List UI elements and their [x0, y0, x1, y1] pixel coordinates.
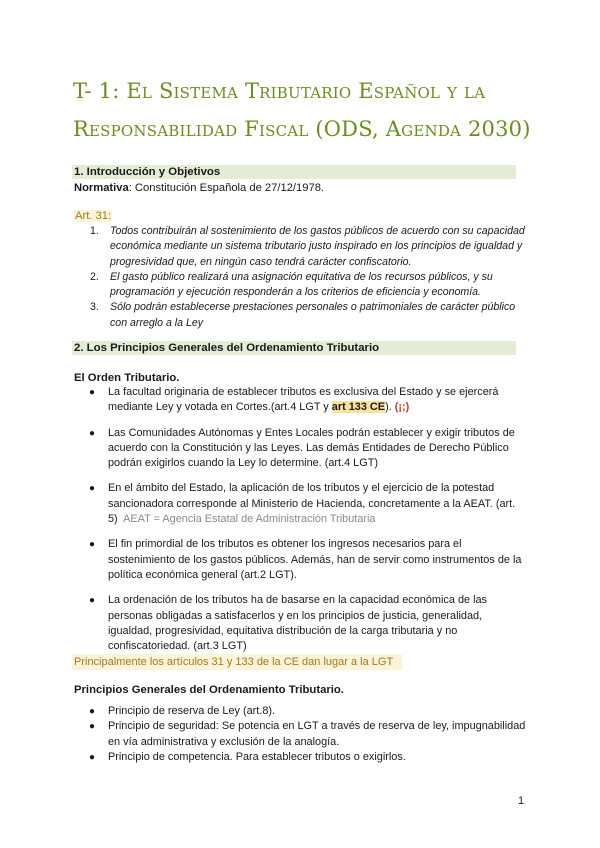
list-number: 3.	[90, 301, 99, 314]
article-label: Art. 31:	[75, 210, 112, 222]
list-item	[74, 593, 529, 654]
list-number: 1.	[90, 225, 99, 237]
orden-tributario-list	[74, 385, 529, 654]
list-item-text: Todos contribuirán al sostenimiento de los gastos públicos de acuerdo con su capacidad económica mediante un sistema tributario justo inspirado en los principios de igualdad y progresividad que, en ningún caso tendrá carácter confiscatorio.	[110, 225, 525, 268]
list-item-text: El gasto público realizará una asignación equitativa de los recursos públicos, y su programación y ejecución responderán a los criterios de eficiencia y economía.	[110, 270, 493, 299]
aeat-note: AEAT = Agencia Estatal de Administración Tributaria	[123, 513, 376, 526]
list-item-text: Principio de seguridad: Se potencia en LGT a través de reserva de ley, impugnabilidad en vía administrativa y exclusión de la analogía.	[108, 720, 526, 748]
section-heading-principles-text: 2. Los Principios Generales del Ordenamiento Tributario	[74, 342, 380, 354]
highlighted-note	[72, 654, 402, 670]
list-item-text: ).	[385, 401, 395, 414]
list-item	[74, 300, 526, 331]
list-item-text: La facultad originaria de establecer tributos es exclusiva del Estado y se ejercerá mediante Ley y votada en Cortes.(art.4 LGT y	[108, 386, 499, 414]
bullet-icon: ●	[89, 751, 96, 763]
page-number: 1	[518, 795, 525, 807]
list-item-text: Sólo podrán establecerse prestaciones personales o patrimoniales de carácter público con arreglo a la Ley	[110, 301, 516, 329]
section-heading-principles	[72, 341, 516, 355]
bullet-icon: ●	[89, 483, 96, 495]
list-item	[74, 750, 529, 765]
list-item	[74, 719, 529, 750]
bullet-icon: ●	[89, 427, 96, 439]
list-item-text: La ordenación de los tributos ha de basarse en la capacidad económica de las personas obligadas a satisfacerlos y en los principios de justicia, generalidad, igualdad, progresividad, equitativa distribución de la carga tributaria y no confiscatoriedad. (art.3 LGT)	[108, 594, 488, 653]
red-marker: (¡;)	[394, 401, 410, 414]
list-item	[74, 537, 529, 583]
list-item	[74, 481, 529, 527]
article-31-list	[74, 224, 526, 331]
list-item	[74, 426, 529, 472]
list-item-text: Principio de competencia. Para establecer tributos o exigirlos.	[108, 750, 406, 763]
highlighted-reference: art 133 CE	[331, 401, 386, 414]
bullet-icon: ●	[89, 539, 96, 551]
subheading-principios-generales: Principios Generales del Ordenamiento Tributario.	[74, 684, 344, 696]
subheading-orden-tributario: El Orden Tributario.	[74, 372, 180, 384]
list-item-text: El fin primordial de los tributos es obtener los ingresos necesarios para el sostenimiento de los gastos públicos. Además, han de servir como instrumentos de la política económica general (art.2 LGT).	[108, 538, 522, 581]
list-item-text: En el ámbito del Estado, la aplicación de los tributos y el ejercicio de la potestad sancionadora corresponde al Ministerio de Hacienda, concretamente a la AEAT. (art. 5)	[108, 482, 516, 526]
list-item-text: Las Comunidades Autónomas y Entes Locales podrán establecer y exigir tributos de acuerdo con la Constitución y las Leyes. Las demás Entidades de Derecho Público podrán exigirlos cuando la Ley lo determine. (art.4 LGT)	[108, 426, 515, 470]
bullet-icon: ●	[89, 706, 96, 717]
document-title: T- 1: El Sistema Tributario Español y la Responsabilidad Fiscal (ODS, Agenda 2030)	[73, 79, 531, 141]
principles-list	[74, 704, 529, 765]
list-item-text: Principio de reserva de Ley (art.8).	[108, 705, 276, 717]
normativa-line	[74, 181, 524, 195]
bullet-icon: ●	[89, 595, 96, 607]
normativa-text: : Constitución Española de 27/12/1978.	[128, 182, 325, 194]
highlighted-note-text: Principalmente los artículos 31 y 133 de la CE dan lugar a la LGT	[74, 656, 394, 668]
article-line	[74, 209, 524, 223]
bullet-icon: ●	[89, 387, 96, 398]
list-item	[74, 385, 529, 416]
section-heading-intro	[72, 165, 516, 179]
list-item	[74, 270, 526, 301]
normativa-label: Normativa	[74, 182, 129, 194]
list-number: 2.	[90, 270, 99, 283]
bullet-icon: ●	[89, 721, 96, 733]
list-item	[74, 224, 526, 270]
section-heading-intro-text: 1. Introducción y Objetivos	[74, 166, 221, 178]
list-item	[74, 704, 529, 719]
